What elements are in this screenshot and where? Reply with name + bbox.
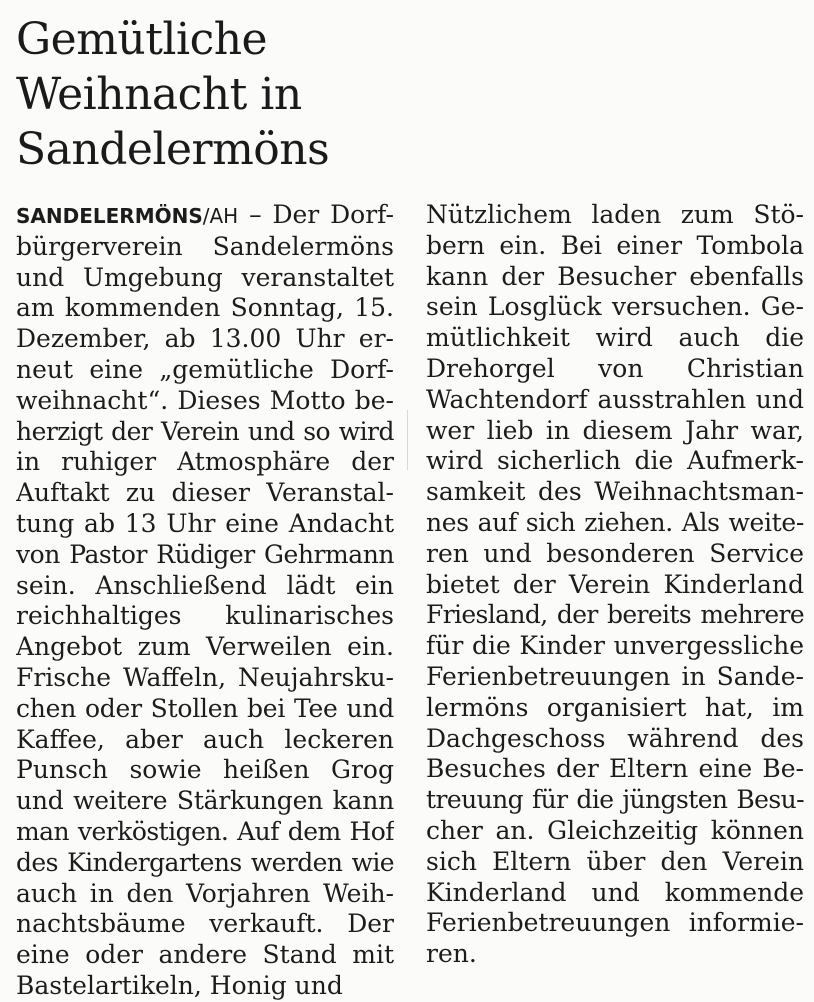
text-line: und weitere Stärkungen kann [16,786,394,816]
article-column-left [16,200,394,1002]
text-line: herzigt der Verein und so wird [16,416,394,446]
column-divider [407,410,408,470]
text-line: neut eine „gemütliche Dorf- [16,354,394,384]
text-line: in ruhiger Atmosphäre der [16,447,394,477]
text-line: bietet der Verein Kinderland [426,569,804,599]
text-line: ren. [426,939,477,969]
text-line: Wachtendorf ausstrahlen und [426,384,804,414]
text-line: Bastelartikeln, Honig und [16,970,343,1000]
text-line: lermöns organisiert hat, im [426,692,804,722]
text-line: des Kindergartens werden wie [16,847,394,877]
text-line: Besuches der Eltern eine Be- [426,754,804,784]
left-column-lines [16,232,394,1002]
text-line: sein. Anschließend lädt ein [16,570,394,600]
text-line: samkeit des Weihnachtsman- [426,477,804,507]
text-line: tung ab 13 Uhr eine Andacht [16,508,394,538]
dateline-agency: /AH [202,204,239,228]
text-line: Auftakt zu dieser Veranstal- [16,478,394,508]
text-line: weihnacht“. Dieses Motto be- [16,385,394,415]
text-line: Angebot zum Verweilen ein. [16,632,394,662]
text-line: eine oder andere Stand mit [16,940,394,970]
text-line: bern ein. Bei einer Tombola [426,230,804,260]
text-line: und Umgebung veranstaltet [16,262,394,292]
text-line: auch in den Vorjahren Weih- [16,878,394,908]
text-line: ren und besonderen Service [426,538,804,568]
text-line: mütlichkeit wird auch die [426,323,804,353]
text-line: wird sicherlich die Aufmerk- [426,446,804,476]
text-line: Kinderland und kommende [426,877,804,907]
text-line: Drehorgel von Christian [426,353,804,383]
text-line: wer lieb in diesem Jahr war, [426,415,804,445]
text-line: Nützlichem laden zum Stö- [426,200,804,229]
text-line: man verköstigen. Auf dem Hof [16,816,394,846]
right-column-lines [426,200,804,970]
text-line: am kommenden Sonntag, 15. [16,293,394,323]
text-line: Dachgeschoss während des [426,723,804,753]
text-line: von Pastor Rüdiger Gehrmann [16,539,394,569]
text-line: nes auf sich ziehen. Als weite- [426,507,804,537]
text-line: sich Eltern über den Verein [426,846,804,876]
headline-line: Sandelermöns [16,124,330,175]
article-headline [16,12,329,177]
text-line: cher an. Gleichzeitig können [426,815,804,845]
article-column-right [426,200,804,970]
text-line: reichhaltiges kulinarisches [16,601,394,631]
text-line: Dezember, ab 13.00 Uhr er- [16,324,394,354]
text-line: chen oder Stollen bei Tee und [16,693,394,723]
text-line: für die Kinder unvergessliche [426,631,804,661]
text-line: Ferienbetreuungen informie- [426,908,804,938]
text-line: Kaffee, aber auch leckeren [16,724,394,754]
headline-line: Weihnacht in [16,69,302,120]
text-line: kann der Besucher ebenfalls [426,261,804,291]
dateline-place: SANDELERMÖNS [16,204,203,228]
text-line: nachtsbäume verkauft. Der [16,909,394,939]
first-text-line [16,200,394,232]
first-line-text: – Der Dorf- [238,200,394,229]
text-line: Frische Waffeln, Neujahrsku- [16,662,394,692]
text-line: Punsch sowie heißen Grog [16,755,394,785]
headline-line: Gemütliche [16,14,268,65]
text-line: Friesland, der bereits mehrere [426,600,804,630]
text-line: bürgerverein Sandelermöns [16,231,394,261]
text-line: Ferienbetreuungen in Sande- [426,661,804,691]
text-line: treuung für die jüngsten Besu- [426,785,804,815]
text-line: sein Losglück versuchen. Ge- [426,292,804,322]
